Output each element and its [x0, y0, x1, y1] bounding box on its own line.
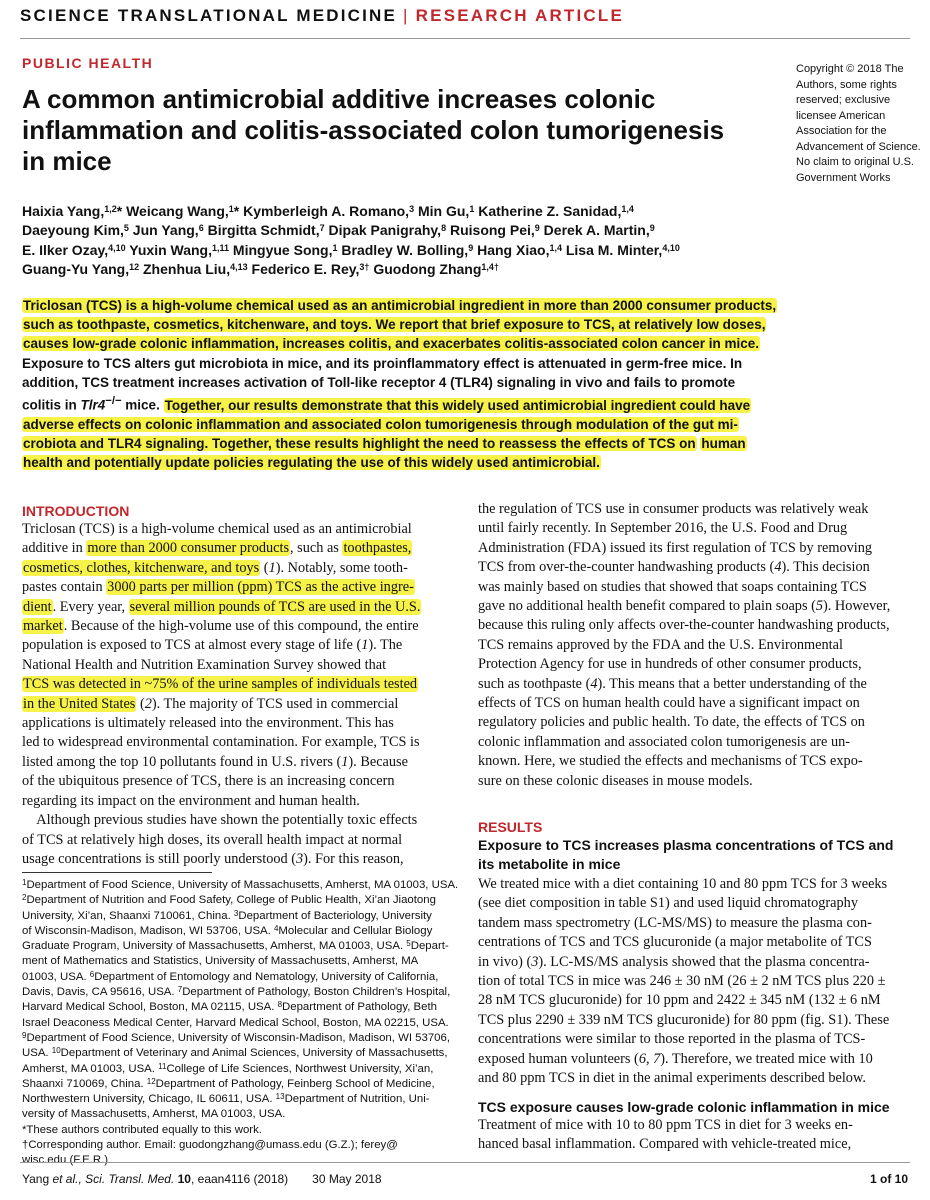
footnote-rule	[22, 872, 212, 873]
text-line	[22, 636, 454, 655]
highlighted-text: toothpastes,	[343, 540, 412, 557]
text-run: population is exposed to TCS at almost every stage of life (	[22, 637, 362, 654]
text-run: Davis, Davis, CA 95616, USA.	[22, 986, 178, 999]
text-run: Zhenhua Liu,	[139, 261, 231, 278]
text-run: USA.	[22, 1047, 52, 1060]
text-run: Shaanxi 710069, China.	[22, 1077, 147, 1090]
superscript: 1	[332, 242, 338, 253]
superscript: 1	[228, 204, 234, 214]
text-line	[22, 985, 454, 1000]
text-line	[22, 939, 454, 954]
text-line	[22, 1107, 454, 1122]
text-line	[22, 909, 454, 924]
text-run: wisc.edu (F.E.R.)	[22, 1154, 109, 1167]
text-run: Amherst, MA 01003, USA.	[22, 1062, 159, 1075]
copyright-notice: Copyright © 2018 The Authors, some rights reserved; exclusive licensee American Association for the Advancement of Science. No claim to original U.S. Government Works	[796, 63, 921, 184]
text-run: of Wisconsin-Madison, Madison, WI 53706, USA.	[22, 924, 274, 937]
highlighted-text: cosmetics, clothes, kitchenware, and toys	[23, 559, 260, 576]
text-run: Department of Veterinary and Animal Sciences, University of Massachusetts,	[60, 1047, 448, 1060]
text-run: Department of Food Science, University of Wisconsin-Madison, Madison, WI 53706,	[26, 1031, 450, 1044]
text-run: ). The majority of TCS used in commercial	[151, 695, 399, 712]
italic-text: 4	[590, 675, 598, 692]
text-line	[22, 539, 454, 558]
text-run: ). However,	[823, 598, 891, 615]
text-run: Daeyoung Kim,	[22, 222, 124, 239]
text-run: Department of Nutrition, Uni-	[284, 1093, 430, 1106]
text-run: such as toothpaste (	[478, 675, 591, 692]
text-run: effects of TCS on human health could have a significant impact on	[478, 695, 860, 712]
text-run: Israel Deaconess Medical Center, Harvard Medical School, Boston, MA 02215, USA.	[22, 1016, 449, 1029]
text-run: Harvard Medical School, Boston, MA 02115, USA.	[22, 1001, 278, 1014]
highlighted-text: dient	[23, 598, 52, 615]
footer-article-id-date: , eaan4116 (2018) 30 May 2018	[190, 1172, 382, 1186]
text-line	[478, 991, 910, 1010]
text-run: colonic inflammation and associated colon tumorigenesis are un-	[478, 733, 851, 750]
text-line	[478, 558, 910, 577]
text-run: tion of total TCS in mice was 246 ± 30 nM (26 ± 2 nM TCS plus 220 ±	[478, 973, 886, 990]
text-run: of TCS at relatively high doses, its overall health impact at normal	[22, 831, 403, 848]
text-run: (see diet composition in table S1) and used liquid chromatography	[478, 895, 858, 912]
text-line	[478, 1011, 910, 1030]
text-line	[478, 636, 910, 655]
superscript: 1,4	[549, 242, 562, 253]
footer-rule	[20, 1162, 910, 1163]
text-run: (	[136, 695, 145, 712]
text-line	[22, 1016, 454, 1031]
superscript: 12	[146, 1076, 156, 1086]
text-line	[22, 617, 454, 636]
highlighted-text: Triclosan (TCS) is a high-volume chemical used as an antimicrobial ingredient in more than 2000 consumer products,	[23, 298, 777, 313]
text-run: University, Xi’an, Shaanxi 710061, China.	[22, 909, 234, 922]
superscript: 4	[273, 923, 279, 933]
text-run: Guodong Zhang	[369, 261, 482, 278]
text-line	[22, 453, 912, 472]
article-title: A common antimicrobial additive increases colonic inflammation and colitis-associated colon tumorigenesis in mice	[22, 84, 725, 176]
text-run: Department of Pathology, Feinberg School of Medicine,	[155, 1077, 435, 1090]
text-line	[22, 1153, 454, 1168]
text-run: Treatment of mice with 10 to 80 ppm TCS in diet for 3 weeks en-	[478, 1117, 853, 1133]
text-run: ). This means that a better understanding of the	[597, 675, 867, 692]
highlighted-text: such as toothpaste, cosmetics, kitchenware, and toys. We report that brief exposure to TCS, at relatively low doses,	[23, 317, 766, 333]
text-line	[22, 241, 912, 260]
superscript: 6	[198, 223, 204, 234]
affiliation-footnotes	[22, 878, 459, 1169]
text-run: Derek A. Martin,	[539, 222, 650, 239]
text-run: listed among the top 10 pollutants found in U.S. rivers (	[22, 753, 342, 770]
highlighted-text: crobiota and TLR4 signaling. Together, these results highlight the need to reassess the effects of TCS on	[23, 435, 696, 451]
text-line	[22, 1138, 454, 1153]
text-line	[478, 519, 910, 538]
abstract	[22, 296, 912, 472]
highlighted-text: in the United States	[23, 695, 136, 712]
text-line	[478, 772, 910, 791]
text-run: mice.	[121, 397, 164, 413]
text-run: applications is ultimately released into the environment. This has	[22, 715, 394, 732]
text-line	[22, 675, 454, 694]
superscript: 1	[469, 204, 475, 214]
superscript: 5	[123, 223, 129, 234]
text-run: Triclosan (TCS) is a high-volume chemical used as an antimicrobial	[22, 521, 412, 537]
text-run: *These authors contributed equally to this work.	[22, 1123, 262, 1136]
journal-masthead	[20, 6, 624, 26]
text-run: in vivo) (	[478, 953, 532, 970]
author-list	[22, 202, 912, 280]
text-line	[22, 924, 454, 939]
text-run: additive in	[22, 540, 87, 557]
superscript: 2	[22, 893, 27, 903]
highlighted-text: several million pounds of TCS are used in the U.S.	[129, 598, 421, 615]
text-run: Department of Entomology and Nematology, University of California,	[94, 970, 439, 983]
text-line	[478, 675, 910, 694]
superscript: 8	[441, 223, 447, 234]
text-run: ). This decision	[781, 559, 870, 576]
text-line	[478, 972, 910, 991]
text-run: ). The	[368, 637, 403, 654]
text-line	[22, 970, 454, 985]
italic-text: 3	[531, 953, 539, 970]
text-line	[22, 354, 912, 373]
text-run: regarding its impact on the environment and human health.	[22, 792, 360, 809]
text-run: and 80 ppm TCS in diet in the animal experiments described below.	[478, 1070, 866, 1087]
text-run: Department of Food Science, University of Massachusetts, Amherst, MA 01003, USA.	[26, 879, 459, 891]
text-line	[478, 875, 910, 894]
text-line	[22, 695, 454, 714]
text-run: of the ubiquitous presence of TCS, there is an increasing concern	[22, 773, 395, 790]
text-line	[478, 953, 910, 972]
text-line	[22, 260, 912, 279]
text-run: Ruisong Pei,	[446, 222, 535, 239]
text-run: . Because of the high-volume use of this compound, the entire	[63, 618, 419, 635]
text-run: exposed human volunteers (	[478, 1050, 639, 1067]
text-run: versity of Massachusetts, Amherst, MA 01003, USA.	[22, 1108, 286, 1121]
text-run: * Kymberleigh A. Romano,	[233, 203, 410, 219]
text-run: Northwestern University, Chicago, IL 60611, USA.	[22, 1093, 276, 1106]
text-run: known. Here, we studied the effects and mechanisms of TCS expo-	[478, 753, 863, 770]
text-line	[478, 713, 910, 732]
text-line	[478, 752, 910, 771]
text-run: tandem mass spectrometry (LC-MS/MS) to measure the plasma con-	[478, 914, 872, 931]
text-line	[22, 811, 454, 830]
highlighted-text: Together, our results demonstrate that this widely used antimicrobial ingredient could have	[164, 397, 751, 413]
text-run: Department of Nutrition and Food Safety, College of Public Health, Xi’an Jiaotong	[26, 894, 436, 907]
text-line	[22, 559, 454, 578]
citation-footer	[22, 1172, 382, 1186]
italic-text: 1	[268, 559, 276, 576]
italic-text: 4	[774, 559, 782, 576]
superscript: 12	[129, 262, 140, 273]
text-line	[22, 578, 454, 597]
text-run: Depart-	[410, 940, 449, 953]
text-run: Molecular and Cellular Biology	[278, 924, 433, 937]
section-label: PUBLIC HEALTH	[22, 55, 154, 71]
text-run: Katherine Z. Sanidad,	[474, 203, 622, 219]
text-run: gave no additional health benefit compared to plain soaps (	[478, 598, 816, 615]
text-line	[22, 520, 454, 539]
text-line	[22, 1092, 454, 1107]
text-run: ). Notably, some tooth-	[275, 559, 408, 576]
text-line	[478, 1050, 910, 1069]
text-run: Guang-Yu Yang,	[22, 261, 130, 278]
text-run: the regulation of TCS use in consumer products was relatively weak	[478, 501, 869, 517]
highlighted-text: market	[23, 618, 63, 635]
text-run: colitis in	[22, 397, 81, 413]
superscript: 8	[277, 1000, 283, 1010]
text-run: usage concentrations is still poorly understood (	[22, 850, 296, 867]
text-run: Bradley W. Bolling,	[337, 241, 469, 258]
text-run: 01003, USA.	[22, 970, 90, 983]
highlighted-text: human	[701, 435, 746, 451]
text-line	[478, 1069, 910, 1088]
text-line	[478, 500, 910, 519]
introduction-text	[22, 520, 454, 869]
text-line	[22, 202, 912, 221]
superscript: 1	[22, 878, 27, 887]
text-line	[478, 597, 910, 616]
superscript: 3†	[359, 262, 370, 273]
text-line	[22, 792, 454, 811]
text-run: was mainly based on studies that showed that soaps containing TCS	[478, 578, 867, 595]
superscript: 4,10	[108, 242, 126, 253]
text-run: centrations of TCS and TCS glucuronide (a major metabolite of TCS	[478, 934, 872, 951]
superscript: −/−	[105, 395, 122, 408]
highlighted-text: causes low-grade colonic inflammation, increases colitis, and exacerbates colitis-associated colon cancer in mice.	[23, 336, 760, 352]
subheading-line: its metabolite in mice	[478, 856, 621, 872]
text-run: Department of Pathology, Beth	[282, 1001, 437, 1014]
text-run: hanced basal inflammation. Compared with vehicle-treated mice,	[478, 1136, 852, 1153]
text-run: College of Life Sciences, Northwest University, Xi’an,	[166, 1062, 434, 1075]
text-run: We treated mice with a diet containing 10 and 80 ppm TCS for 3 weeks	[478, 876, 888, 892]
results-subheading-2: TCS exposure causes low-grade colonic inflammation in mice	[478, 1099, 890, 1115]
text-line	[22, 296, 912, 315]
text-line	[22, 315, 912, 334]
text-line	[478, 894, 910, 913]
text-run: Although previous studies have shown the potentially toxic effects	[22, 812, 418, 829]
superscript: 11	[158, 1061, 167, 1071]
text-line	[22, 733, 454, 752]
text-run: Department of Pathology, Boston Children’s Hospital,	[182, 986, 451, 999]
subheading-line: Exposure to TCS increases plasma concentrations of TCS and	[478, 837, 894, 853]
results-paragraph-1	[478, 875, 910, 1088]
text-run: Haixia Yang,	[22, 203, 105, 219]
text-run: ,	[645, 1050, 654, 1067]
text-line	[478, 914, 910, 933]
introduction-heading: INTRODUCTION	[22, 503, 130, 519]
text-run: Federico E. Rey,	[247, 261, 360, 278]
text-run: National Health and Nutrition Examination Survey showed that	[22, 656, 387, 673]
text-line	[478, 539, 910, 558]
text-run: Protection Agency for use in hundreds of other consumer products,	[478, 656, 862, 673]
text-run: †Corresponding author. Email: guodongzhang@umass.edu (G.Z.); ferey@	[22, 1139, 398, 1152]
highlighted-text: health and potentially update policies regulating the use of this widely used antimicrobial.	[23, 455, 600, 471]
text-run: Exposure to TCS alters gut microbiota in mice, and its proinflammatory effect is attenuated in germ-free mice. In	[22, 355, 743, 371]
text-line	[22, 598, 454, 617]
italic-text: 3	[295, 850, 304, 867]
superscript: 9	[468, 242, 474, 253]
superscript: 1,4†	[481, 262, 499, 273]
journal-name: SCIENCE TRANSLATIONAL MEDICINE	[20, 6, 398, 25]
page-number: 1 of 10	[869, 1172, 908, 1186]
text-line	[22, 878, 459, 893]
text-line	[478, 578, 910, 597]
footer-authors: Yang	[22, 1172, 53, 1186]
text-line	[22, 415, 912, 434]
masthead-separator: |	[403, 6, 410, 25]
text-run: (	[260, 559, 269, 576]
text-run: Department of Bacteriology, University	[238, 909, 432, 922]
footer-journal: , Sci. Transl. Med.	[78, 1172, 175, 1186]
results-subheading-1	[478, 836, 893, 874]
text-run: Jun Yang,	[128, 222, 199, 239]
text-line	[22, 1077, 454, 1092]
italic-text: 5	[815, 598, 824, 615]
text-line	[478, 733, 910, 752]
text-run: ). LC-MS/MS analysis showed that the plasma concentra-	[538, 953, 870, 970]
top-rule	[20, 38, 910, 39]
text-run: TCS remains approved by the FDA and the U.S. Environmental	[478, 636, 843, 653]
superscript: 4,10	[662, 242, 680, 253]
text-run: Administration (FDA) issued its first regulation of TCS by removing	[478, 539, 873, 556]
text-run: until fairly recently. In September 2016, the U.S. Food and Drug	[478, 520, 848, 537]
text-line	[22, 850, 454, 869]
text-line	[478, 1030, 910, 1049]
text-run: . Every year,	[52, 598, 129, 615]
text-run: TCS from over-the-counter handwashing products (	[478, 559, 775, 576]
text-line	[22, 893, 454, 908]
text-run: ). Therefore, we treated mice with 10	[660, 1050, 873, 1067]
text-run: * Weicang Wang,	[116, 203, 229, 219]
text-line	[22, 334, 912, 353]
superscript: 1,4	[621, 204, 634, 214]
text-run: led to widespread environmental contamination. For example, TCS is	[22, 734, 420, 751]
text-line	[22, 1031, 454, 1046]
results-heading: RESULTS	[478, 819, 543, 835]
superscript: 3	[233, 908, 239, 918]
text-run: E. Ilker Ozay,	[22, 241, 109, 258]
italic-text: 6	[638, 1050, 646, 1067]
text-line	[478, 655, 910, 674]
results-paragraph-2	[478, 1116, 910, 1155]
text-line	[478, 694, 910, 713]
text-run: , such as	[290, 540, 343, 557]
text-run: Hang Xiao,	[473, 241, 550, 258]
text-run: regulatory policies and public health. To date, the effects of TCS on	[478, 714, 865, 731]
text-run: Dipak Panigrahy,	[324, 222, 442, 239]
italic-text: 1	[361, 637, 369, 654]
text-line	[22, 831, 454, 850]
highlighted-text: adverse effects on colonic inflammation and associated colon tumorigenesis through modulation of the gut mi-	[23, 416, 738, 432]
text-line	[22, 1046, 454, 1061]
text-line	[22, 373, 912, 392]
text-run: Mingyue Song,	[229, 241, 333, 258]
footer-etal: et al.	[52, 1172, 79, 1186]
text-line	[22, 772, 454, 791]
text-line	[478, 616, 910, 635]
italic-text: Tlr4	[80, 397, 106, 413]
text-line	[478, 933, 910, 952]
text-line	[22, 656, 454, 675]
text-line	[22, 1062, 454, 1077]
superscript: 9	[649, 223, 655, 234]
italic-text: 7	[653, 1050, 661, 1067]
text-line	[22, 954, 454, 969]
text-line	[22, 434, 912, 453]
text-run: pastes contain	[22, 579, 107, 596]
text-line	[22, 1000, 454, 1015]
superscript: 10	[51, 1046, 61, 1056]
footer-volume: 10	[174, 1172, 191, 1186]
superscript: 7	[319, 223, 325, 234]
text-run: Lisa M. Minter,	[561, 241, 663, 258]
highlighted-text: TCS was detected in ~75% of the urine samples of individuals tested	[23, 676, 418, 693]
text-line	[22, 753, 454, 772]
superscript: 1,2	[104, 204, 117, 214]
superscript: 9	[534, 223, 540, 234]
text-run: Yuxin Wang,	[125, 241, 213, 258]
text-run: because this ruling only affects over-the-counter handwashing products,	[478, 617, 890, 634]
italic-text: 1	[341, 753, 349, 770]
superscript: 9	[22, 1030, 27, 1040]
superscript: 4,13	[230, 262, 248, 273]
text-run: ment of Mathematics and Statistics, University of Massachusetts, Amherst, MA	[22, 955, 419, 968]
text-run: addition, TCS treatment increases activation of Toll-like receptor 4 (TLR4) signaling in vivo and fails to promote	[22, 374, 736, 390]
text-run: Birgitta Schmidt,	[203, 222, 320, 239]
text-line	[22, 1123, 454, 1138]
text-line	[22, 392, 912, 415]
superscript: 3	[409, 204, 415, 214]
text-run: sure on these colonic diseases in mouse models.	[478, 772, 753, 789]
highlighted-text: 3000 parts per million (ppm) TCS as the active ingre-	[107, 579, 414, 596]
text-run: concentrations were similar to those reported in the plasma of TCS-	[478, 1031, 866, 1048]
text-line	[478, 1116, 910, 1135]
superscript: 13	[275, 1092, 285, 1102]
superscript: 6	[89, 969, 95, 979]
text-line	[478, 1135, 910, 1154]
highlighted-text: more than 2000 consumer products	[87, 540, 290, 557]
text-run: TCS plus 2290 ± 339 nM TCS glucuronide) for 80 ppm (fig. S1). These	[478, 1011, 890, 1028]
text-line	[22, 714, 454, 733]
superscript: 7	[177, 985, 183, 995]
text-run: ). Because	[348, 753, 408, 770]
italic-text: 2	[144, 695, 152, 712]
text-run: 28 nM TCS glucuronide) for 10 ppm and 2422 ± 345 nM (132 ± 6 nM	[478, 992, 881, 1009]
text-run: Graduate Program, University of Massachusetts, Amherst, MA 01003, USA.	[22, 940, 407, 953]
text-run: ). For this reason,	[303, 850, 404, 867]
text-line	[22, 221, 912, 240]
text-run: Min Gu,	[414, 203, 470, 219]
introduction-continued	[478, 500, 910, 791]
article-type: RESEARCH ARTICLE	[415, 6, 625, 25]
superscript: 5	[406, 939, 411, 949]
superscript: 1,11	[212, 242, 230, 253]
